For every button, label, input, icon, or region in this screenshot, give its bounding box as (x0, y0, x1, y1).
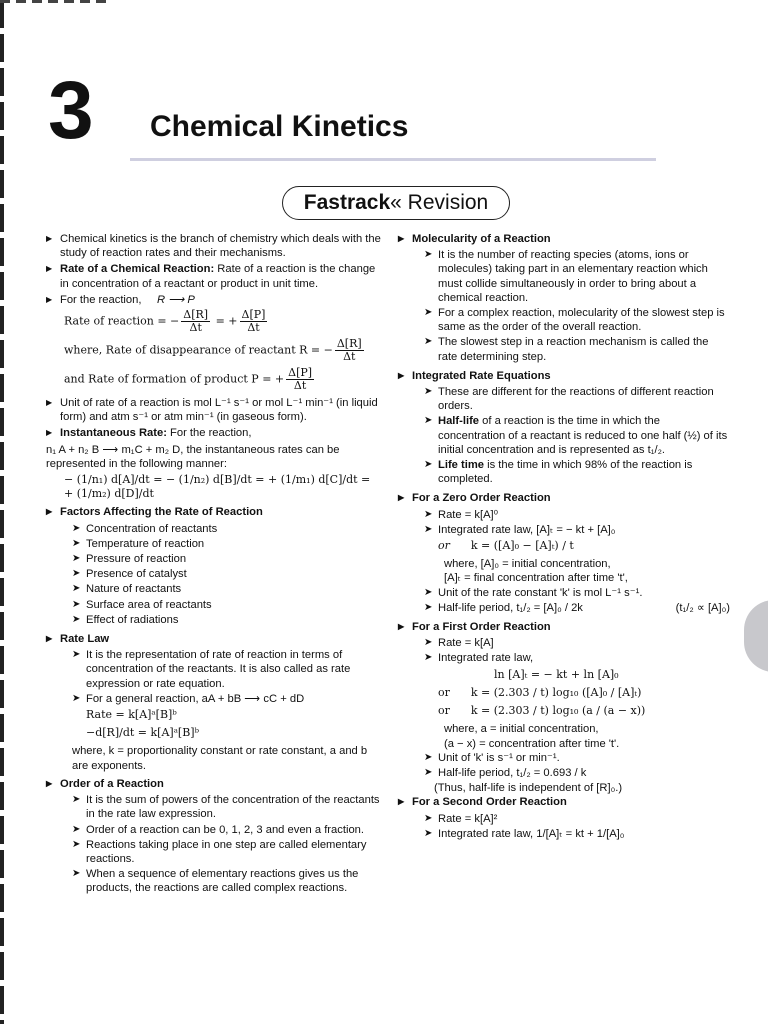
page-binding-edge (0, 0, 4, 1024)
first-order-note: (Thus, half-life is independent of [R]₀.) (434, 782, 623, 795)
life-time-item: ➤ Life time is the time in which 98% of the reaction is completed. (424, 458, 730, 486)
zero-order-heading: ▶ For a Zero Order Reaction (398, 491, 730, 505)
badge-rest: Revision (401, 191, 489, 214)
instantaneous-rate-equation: − (1/n₁) d[A]/dt = − (1/n₂) d[B]/dt = + (1/m₁) d[C]/dt = + (1/m₂) d[D]/dt (64, 473, 371, 501)
first-order-rate: ➤ Rate = k[A] (424, 636, 730, 650)
rate-definition: ▶ Rate of a Chemical Reaction: Rate of a reaction is the change in concentration of a reactant or product in unit time. (46, 262, 382, 290)
order-item: ➤ When a sequence of elementary reactions gives us the products, the reactions are called complex reactions. (72, 867, 382, 895)
chapter-number: 3 (48, 65, 92, 156)
first-order-ln: ln [A]ₜ = − kt + ln [A]₀ (494, 667, 619, 681)
integrated-heading: ▶ Integrated Rate Equations (398, 369, 730, 383)
order-item: ➤ It is the sum of powers of the concentration of the reactants in the rate law expression. (72, 793, 382, 821)
factor-item: ➤ Temperature of reaction (72, 537, 382, 551)
factors-heading: ▶ Factors Affecting the Rate of Reaction (46, 505, 382, 519)
first-order-integrated: ➤ Integrated rate law, (424, 651, 730, 665)
zero-order-k: or k = ([A]₀ − [A]ₜ) / t (438, 539, 574, 553)
rate-law-definition: ➤ It is the representation of rate of reaction in terms of concentration of the reactants. It is also called as rate expression or rate equation. (72, 648, 382, 691)
zero-order-where2: [A]ₜ = final concentration after time 't', (444, 572, 628, 585)
factor-item: ➤ Pressure of reaction (72, 552, 382, 566)
order-heading: ▶ Order of a Reaction (46, 777, 382, 791)
chapter-title: Chemical Kinetics (150, 110, 409, 143)
disappearance-rate: where, Rate of disappearance of reactant R = − $\frac{\Delta[R]}{\Delta t}$ (64, 337, 362, 364)
title-underline (130, 158, 656, 161)
rate-law-where: where, k = proportionality constant or rate constant, a and b are exponents. (72, 745, 368, 772)
first-order-k1: or k = (2.303 / t) log₁₀ ([A]₀ / [A]ₜ) (438, 685, 642, 699)
zero-order-rate: ➤ Rate = k[A]⁰ (424, 508, 730, 522)
badge-mark: « (390, 191, 402, 214)
first-order-half-life: ➤ Half-life period, t₁/₂ = 0.693 / k (424, 766, 730, 780)
page-side-tab (744, 600, 768, 672)
first-order-where2: (a − x) = concentration after time 't'. (444, 737, 620, 750)
molecularity-heading: ▶ Molecularity of a Reaction (398, 232, 730, 246)
instantaneous-rate-reaction: n₁ A + n₂ B ⟶ m₁C + m₂ D, the instantaneous rates can be represented in the following manner: (46, 443, 340, 470)
right-column (398, 232, 730, 842)
reaction-example: ▶ For the reaction, R ⟶ P (46, 293, 382, 307)
half-life-item: ➤ Half-life of a reaction is the time in which the concentration of a reactant is reduced to one half (½) of its initial concentration and is represented as t₁/₂. (424, 414, 730, 457)
zero-order-unit: ➤ Unit of the rate constant 'k' is mol L⁻¹ s⁻¹. (424, 586, 730, 600)
integrated-item: ➤ These are different for the reactions of different reaction orders. (424, 385, 730, 413)
order-item: ➤ Reactions taking place in one step are called elementary reactions. (72, 838, 382, 866)
zero-order-half-life: ➤ Half-life period, t₁/₂ = [A]₀ / 2k (t₁/₂ ∝ [A]₀) (424, 601, 730, 615)
second-order-integrated: ➤ Integrated rate law, 1/[A]ₜ = kt + 1/[A]₀ (424, 827, 730, 841)
rate-law-heading: ▶ Rate Law (46, 632, 382, 646)
molecularity-item: ➤ For a complex reaction, molecularity of the slowest step is same as the order of the overall reaction. (424, 306, 730, 334)
instantaneous-rate: ▶ Instantaneous Rate: For the reaction, (46, 426, 382, 440)
second-order-heading: ▶ For a Second Order Reaction (398, 795, 730, 809)
factor-item: ➤ Presence of catalyst (72, 567, 382, 581)
factor-item: ➤ Concentration of reactants (72, 522, 382, 536)
factor-item: ➤ Nature of reactants (72, 582, 382, 596)
molecularity-item: ➤ The slowest step in a reaction mechanism is called the rate determining step. (424, 335, 730, 363)
zero-order-where1: where, [A]₀ = initial concentration, (444, 558, 611, 571)
top-dash-border (0, 0, 110, 3)
factor-item: ➤ Surface area of reactants (72, 598, 382, 612)
rate-law-equation: Rate = k[A]ᵃ[B]ᵇ (86, 708, 177, 722)
second-order-rate: ➤ Rate = k[A]² (424, 812, 730, 826)
rate-law-general: ➤ For a general reaction, aA + bB ⟶ cC + dD (72, 692, 382, 706)
rate-equation: Rate of reaction = − $\frac{\Delta[R]}{\Delta t}$ = + $\frac{\Delta[P]}{\Delta t}$ (64, 308, 266, 335)
first-order-where1: where, a = initial concentration, (444, 723, 599, 736)
rate-law-differential: −d[R]/dt = k[A]ᵃ[B]ᵇ (86, 726, 200, 740)
factor-item: ➤ Effect of radiations (72, 613, 382, 627)
order-item: ➤ Order of a reaction can be 0, 1, 2, 3 and even a fraction. (72, 823, 382, 837)
rate-unit: ▶ Unit of rate of a reaction is mol L⁻¹ s⁻¹ or mol L⁻¹ min⁻¹ (in liquid form) and atm s⁻¹ or atm min⁻¹ (in gaseous form). (46, 396, 382, 424)
molecularity-item: ➤ It is the number of reacting species (atoms, ions or molecules) taking part in an elementary reaction which must collide simultaneously in order to bring about a chemical reaction. (424, 248, 730, 305)
first-order-unit: ➤ Unit of 'k' is s⁻¹ or min⁻¹. (424, 751, 730, 765)
fastrack-revision-badge (282, 186, 510, 220)
intro-paragraph: ▶ Chemical kinetics is the branch of chemistry which deals with the study of reaction rates and their mechanisms. (46, 232, 382, 260)
left-column (46, 232, 382, 897)
zero-order-integrated: ➤ Integrated rate law, [A]ₜ = − kt + [A]₀ (424, 523, 730, 537)
first-order-heading: ▶ For a First Order Reaction (398, 620, 730, 634)
formation-rate: and Rate of formation of product P = + $\frac{\Delta[P]}{\Delta t}$ (64, 366, 313, 393)
first-order-k2: or k = (2.303 / t) log₁₀ (a / (a − x)) (438, 704, 646, 718)
badge-bold: Fastrack (303, 191, 391, 214)
